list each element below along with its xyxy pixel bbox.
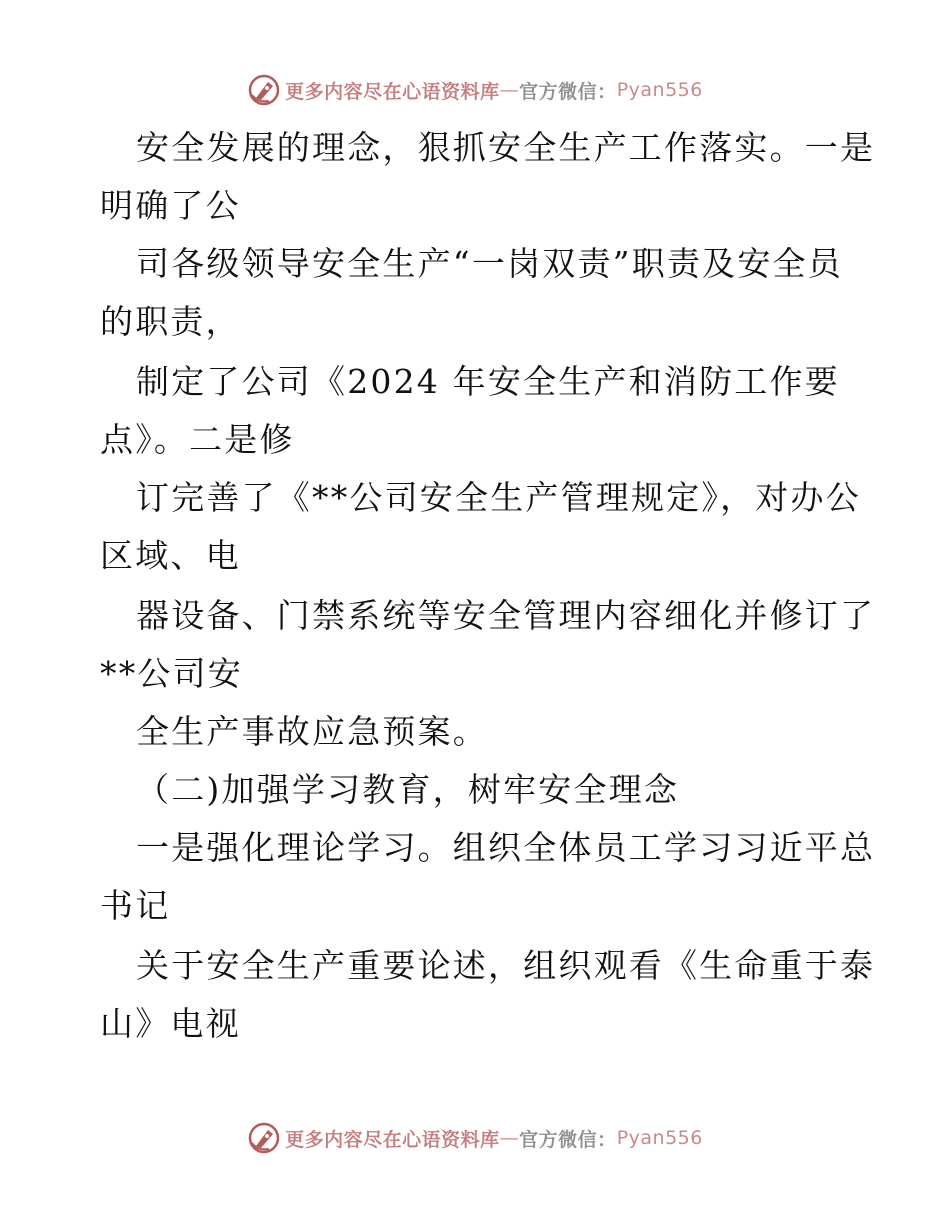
text-line: 关于安全生产重要论述，组织观看《生命重于泰 — [136, 946, 876, 985]
text-line: 全生产事故应急预案。 — [136, 712, 488, 751]
text-line: 区域、电 — [100, 536, 241, 575]
section-heading: （二)加强学习教育，树牢安全理念 — [136, 770, 680, 809]
text-line: 安全发展的理念，狠抓安全生产工作落实。一是 — [136, 128, 876, 167]
pen-nib-seal-icon — [247, 73, 281, 107]
banner-separator: — — [499, 79, 520, 101]
banner-label: 官方微信： — [519, 80, 617, 103]
text-line: 点》。二是修 — [100, 420, 295, 459]
text-line: 订完善了《**公司安全生产管理规定》，对办公 — [136, 478, 861, 517]
pen-nib-seal-icon — [247, 1121, 281, 1155]
text-line: 书记 — [100, 886, 171, 925]
text-line: 一是强化理论学习。组织全体员工学习习近平总 — [136, 828, 876, 867]
header-banner — [0, 70, 950, 110]
text-line: 器设备、门禁系统等安全管理内容细化并修订了 — [136, 596, 876, 635]
text-line: 司各级领导安全生产“一岗双责”职责及安全员 — [136, 244, 843, 283]
banner-label: 官方微信： — [519, 1128, 617, 1151]
banner-handle: Pyan556 — [616, 1127, 703, 1149]
banner-site-text: 更多内容尽在心语资料库 — [285, 1128, 500, 1151]
text-line: 制定了公司《2024 年安全生产和消防工作要 — [136, 362, 840, 401]
footer-banner — [0, 1118, 950, 1158]
text-line: 山》电视 — [100, 1004, 241, 1043]
text-line: 明确了公 — [100, 186, 241, 225]
text-line: **公司安 — [100, 654, 243, 693]
banner-site-text: 更多内容尽在心语资料库 — [285, 80, 500, 103]
banner-handle: Pyan556 — [616, 79, 703, 101]
text-line: 的职责， — [100, 302, 241, 341]
banner-separator: — — [499, 1127, 520, 1149]
